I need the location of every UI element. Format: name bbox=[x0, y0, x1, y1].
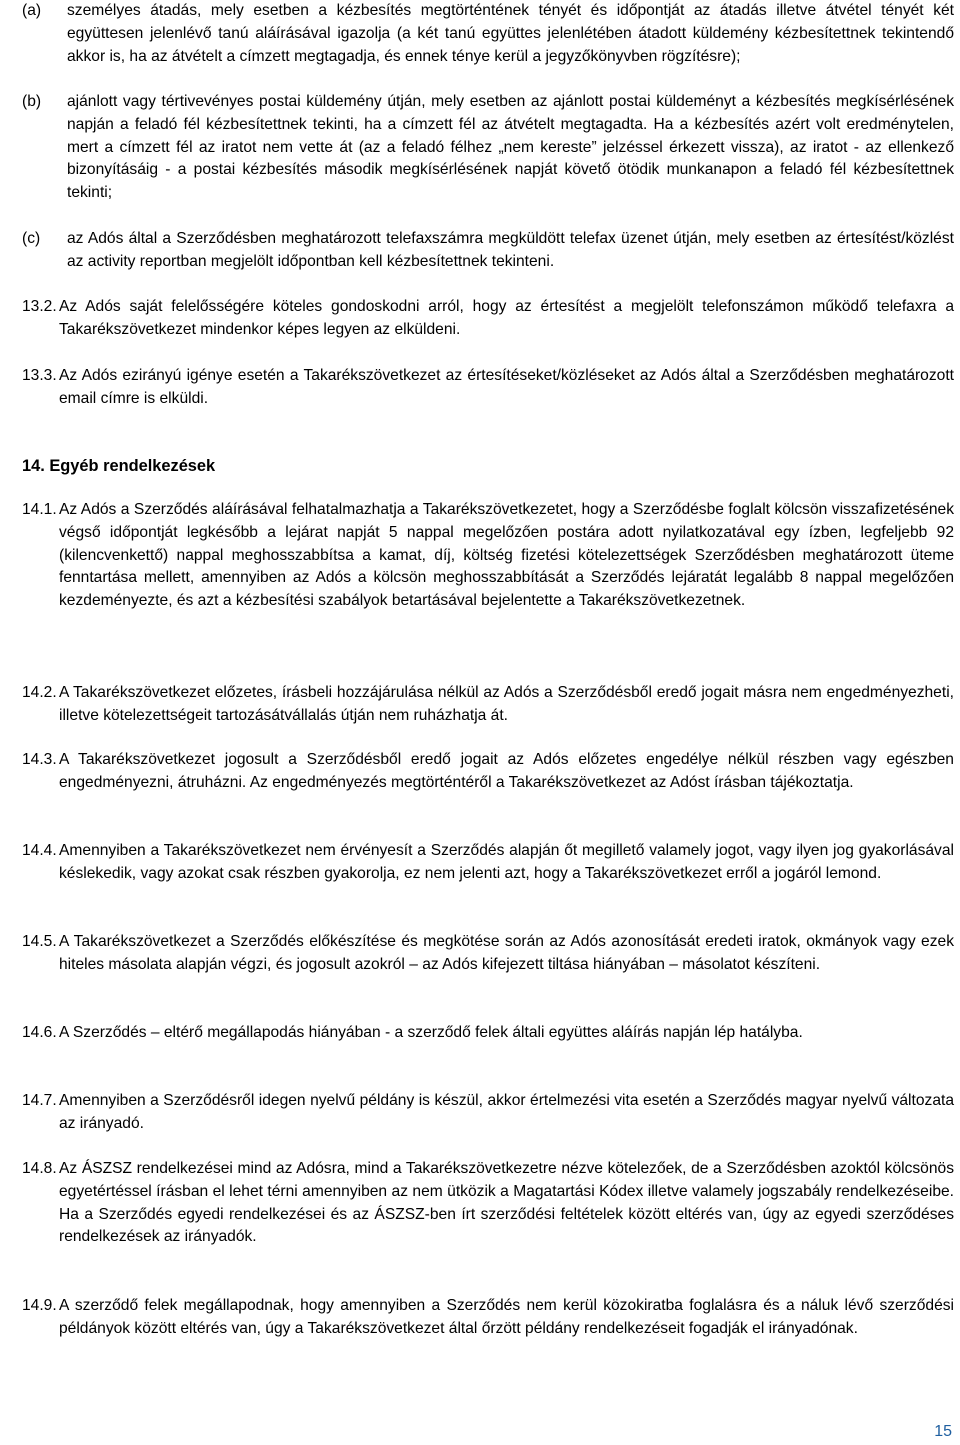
section-14-3 bbox=[22, 749, 954, 795]
section-text: Amennyiben a Szerződésről idegen nyelvű példány is készül, akkor értelmezési vita esetén a Szerződés magyar nyelvű változata az irányadó. bbox=[59, 1092, 954, 1132]
section-number: 14.1. bbox=[22, 501, 57, 518]
section-13-3 bbox=[22, 365, 954, 411]
list-item-label: (b) bbox=[22, 93, 42, 110]
section-text: A Szerződés – eltérő megállapodás hiányában - a szerződő felek általi együttes aláírás napján lép hatályba. bbox=[59, 1024, 803, 1041]
page-number: 15 bbox=[934, 1423, 952, 1440]
section-14-6 bbox=[22, 1022, 954, 1045]
section-text: Az ÁSZSZ rendelkezései mind az Adósra, mind a Takarékszövetkezetre nézve kötelezőek, de a Szerződésben azoktól kölcsönös egyetértéssel írásban el lehet térni amennyiben az nem ütközik a Magatartási Kódex illetve valamely jogszabály rendelkezéseibe. Ha a Szerződés egyedi rendelkezései és az ÁSZSZ-ben írt szerződési feltételek között eltérés van, úgy az egyedi szerződéses rendelkezések az irányadók. bbox=[59, 1160, 954, 1246]
section-number: 14.2. bbox=[22, 684, 57, 701]
section-text: Az Adós a Szerződés aláírásával felhatalmazhatja a Takarékszövetkezetet, hogy a Szerződésbe foglalt kölcsön visszafizetésének végső időpontját legkésőbb a lejárat napját 5 nappal megelőzően postára adott nyilatkozatával egy ízben, legfeljebb 92 (kilencvenkettő) nappal meghosszabbítsa a kamat, díj, költség fizetési kötelezettségek Szerződésben meghatározott üteme fenntartása mellett, amennyiben az Adós a kölcsön meghosszabbítását a Szerződés lejáratát legalább 8 nappal megelőzően kezdeményezte, és azt a kézbesítési szabályok betartásával bejelentette a Takarékszövetkezetnek. bbox=[59, 501, 954, 610]
list-item-b bbox=[22, 91, 954, 205]
list-item-text: személyes átadás, mely esetben a kézbesítés megtörténtének tényét és időpontját az átadás illetve átvétel tényét két együttesen jelenlévő tanú aláírásával igazolja (a két tanú együttes jelenlétében átadott küldemény kézbesítettnek tekintendő akkor is, ha az átvételt a címzett megtagadja, és ennek ténye kerül a jegyzőkönyvben rögzítésre); bbox=[67, 2, 954, 65]
list-item-a bbox=[22, 0, 954, 68]
section-14-2 bbox=[22, 682, 954, 728]
section-14-9 bbox=[22, 1295, 954, 1341]
section-text: A szerződő felek megállapodnak, hogy amennyiben a Szerződés nem kerül közokiratba foglalásra és a náluk lévő szerződési példányok között eltérés van, úgy a Takarékszövetkezet által őrzött példány rendelkezéseit fogadják el irányadónak. bbox=[59, 1297, 954, 1337]
section-text: Az Adós saját felelősségére köteles gondoskodni arról, hogy az értesítést a megjelölt telefonszámon működő telefaxra a Takarékszövetkezet mindenkor képes legyen az elküldeni. bbox=[59, 298, 954, 338]
list-item-text: az Adós által a Szerződésben meghatározott telefaxszámra megküldött telefax üzenet útján, mely esetben az értesítést/közlést az activity reportban megjelölt időpontban kell kézbesítettnek tekinteni. bbox=[67, 230, 954, 270]
section-number: 14.6. bbox=[22, 1024, 57, 1041]
section-text: A Takarékszövetkezet előzetes, írásbeli hozzájárulása nélkül az Adós a Szerződésből eredő jogait másra nem engedményezheti, illetve kötelezettségeit tartozásátvállalás útján nem ruházhatja át. bbox=[59, 684, 954, 724]
list-item-text: ajánlott vagy tértivevényes postai küldemény útján, mely esetben az ajánlott postai küldeményt a kézbesítés megkísérlésének napján a feladó fél kézbesítettnek tekinti, ha a címzett fél az átvételt megtagadta. Ha a kézbesítés azért volt eredménytelen, mert a címzett fél az iratot nem vette át (az a feladó félhez „nem kereste” jelzéssel érkezett vissza), az iratot - az ellenkező bizonyításáig - a postai kézbesítés második megkísérlésének napját követő ötödik munkanapon a feladó fél kézbesítettnek tekinti; bbox=[67, 93, 954, 202]
list-item-label: (c) bbox=[22, 230, 41, 247]
list-item-c bbox=[22, 228, 954, 274]
section-number: 13.3. bbox=[22, 367, 57, 384]
section-text: A Takarékszövetkezet jogosult a Szerződésből eredő jogait az Adós előzetes engedélye nélkül részben vagy egészben engedményezni, átruházni. Az engedményezés megtörténtéről a Takarékszövetkezet az Adóst írásban tájékoztatja. bbox=[59, 751, 954, 791]
section-number: 14.7. bbox=[22, 1092, 57, 1109]
section-14-4 bbox=[22, 840, 954, 886]
section-text: Amennyiben a Takarékszövetkezet nem érvényesít a Szerződés alapján őt megillető valamely jogot, vagy ilyen jog gyakorlásával késlekedik, vagy azokat csak részben gyakorolja, ez nem jelenti azt, hogy a Takarékszövetkezet erről a jogáról lemond. bbox=[59, 842, 954, 882]
section-14-7 bbox=[22, 1090, 954, 1136]
list-item-label: (a) bbox=[22, 2, 42, 19]
section-text: Az Adós ezirányú igénye esetén a Takarékszövetkezet az értesítéseket/közléseket az Adós által a Szerződésben meghatározott email címre is elküldi. bbox=[59, 367, 954, 407]
section-number: 14.5. bbox=[22, 933, 57, 950]
section-heading-14: 14. Egyéb rendelkezések bbox=[22, 457, 216, 475]
section-14-1 bbox=[22, 499, 954, 613]
section-number: 14.3. bbox=[22, 751, 57, 768]
section-number: 13.2. bbox=[22, 298, 57, 315]
section-number: 14.8. bbox=[22, 1160, 57, 1177]
section-14-8 bbox=[22, 1158, 954, 1249]
section-13-2 bbox=[22, 296, 954, 342]
section-14-5 bbox=[22, 931, 954, 977]
section-number: 14.9. bbox=[22, 1297, 57, 1314]
section-number: 14.4. bbox=[22, 842, 57, 859]
section-text: A Takarékszövetkezet a Szerződés előkészítése és megkötése során az Adós azonosítását eredeti iratok, okmányok vagy ezek hiteles másolata alapján végzi, és jogosult azokról – az Adós kifejezett tiltása hiányában – másolatot készíteni. bbox=[59, 933, 954, 973]
